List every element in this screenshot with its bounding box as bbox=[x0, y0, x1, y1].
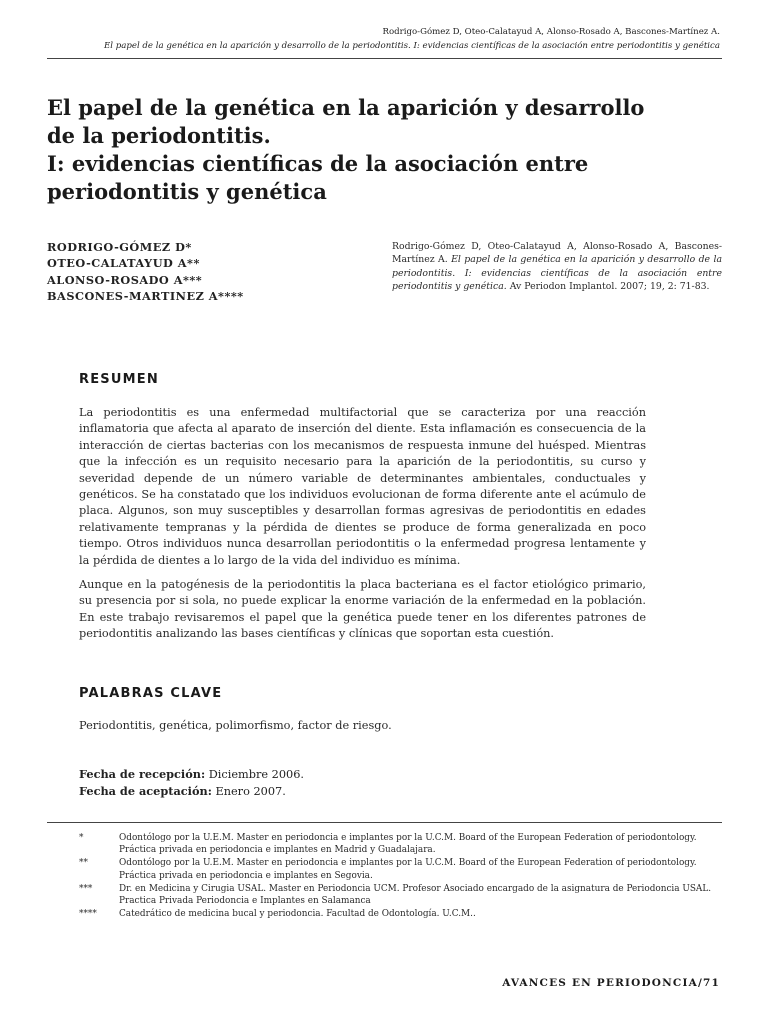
abstract-paragraph: La periodontitis es una enfermedad multifactorial que se caracteriza por una reacción inflamatoria que afecta al aparato de inserción del diente. Esta inflamación es consecuencia de la interacción de ciertas bacterias con los mecanismos de respuesta inmune del huésped. Mientras que la infección es un requisito necesario para la aparición de la periodontitis, su curso y severidad depende de un número variable de determinantes ambientales, conductuales y genéticos. Se ha constatado que los individuos evolucionan de forma diferente ante el acúmulo de placa. Algunos, son muy susceptibles y desarrollan formas agresivas de periodontitis en edades relativamente tempranas y la pérdida de dientes se produce de forma generalizada en poco tiempo. Otros individuos nunca desarrollan periodontitis o la enfermedad progresa lentamente y la pérdida de dientes a lo largo de la vida del individuo es mínima. bbox=[79, 406, 646, 567]
header-divider bbox=[47, 58, 722, 59]
running-header-authors: Rodrigo-Gómez D, Oteo-Calatayud A, Alonso-Rosado A, Bascones-Martínez A. bbox=[382, 27, 720, 37]
author-name: OTEO-CALATAYUD A** bbox=[47, 256, 200, 271]
footnote-text: Odontólogo por la U.E.M. Master en periodoncia e implantes por la U.C.M. Board of the European Federation of periodontology. Práctica privada en periodoncia e implantes en Madrid y Guadalajara. bbox=[119, 833, 697, 856]
author-name: RODRIGO-GÓMEZ D* bbox=[47, 240, 192, 254]
citation-authors: Rodrigo-Gómez D, Oteo-Calatayud A, Alonso-Rosado A, Bascones-Martínez A. bbox=[392, 241, 722, 266]
footnote-divider bbox=[47, 822, 722, 823]
footnote-item bbox=[79, 883, 729, 907]
footnote-item bbox=[79, 832, 729, 856]
footnote-mark: **** bbox=[79, 909, 97, 920]
footnote-mark: *** bbox=[79, 883, 93, 894]
title-line: de la periodontitis. bbox=[47, 123, 271, 148]
citation-block bbox=[392, 240, 722, 293]
accepted-label: Fecha de aceptación: bbox=[79, 784, 212, 799]
abstract-heading: RESUMEN bbox=[79, 372, 159, 387]
received-value: Diciembre 2006. bbox=[208, 768, 305, 781]
received-label: Fecha de recepción: bbox=[79, 767, 206, 781]
keywords-text: Periodontitis, genética, polimorfismo, factor de riesgo. bbox=[79, 719, 392, 732]
abstract-paragraph: Aunque en la patogénesis de la periodontitis la placa bacteriana es el factor etiológico primario, su presencia por si sola, no puede explicar la enorme variación de la enfermedad en la población. En este trabajo revisaremos el papel que la genética puede tener en los diferentes patrones de periodontitis analizando las bases científicas y clínicas que soportan esta cuestión. bbox=[79, 578, 646, 641]
accepted-value: Enero 2007. bbox=[215, 785, 286, 799]
page-footer: AVANCES EN PERIODONCIA/71 bbox=[502, 977, 720, 989]
citation-source: Av Periodon Implantol. 2007; 19, 2: 71-83. bbox=[509, 280, 710, 292]
footnote-item bbox=[79, 908, 729, 920]
footnote-text: Catedrático de medicina bucal y periodoncia. Facultad de Odontología. U.C.M.. bbox=[119, 909, 476, 920]
title-line: El papel de la genética en la aparición y desarrollo bbox=[47, 95, 645, 120]
article-title bbox=[47, 94, 727, 206]
title-line: periodontitis y genética bbox=[47, 179, 327, 204]
footnote-item bbox=[79, 857, 729, 881]
accepted-date bbox=[79, 783, 304, 800]
footnote-mark: * bbox=[79, 833, 84, 843]
dates-block bbox=[79, 766, 304, 801]
footnote-text: Dr. en Medicina y Cirugia USAL. Master en Periodoncia UCM. Profesor Asociado encargado de la asignatura de Periodoncia USAL. Practica Privada Periodoncia e Implantes en Salamanca bbox=[119, 883, 712, 907]
footnotes bbox=[79, 832, 729, 921]
author-list bbox=[47, 239, 244, 304]
received-date bbox=[79, 766, 304, 783]
author-name: BASCONES-MARTINEZ A**** bbox=[47, 288, 244, 303]
running-header-title: El papel de la genética en la aparición y desarrollo de la periodontitis. I: evidencias científicas de la asociación entre periodontitis y genética bbox=[103, 41, 720, 51]
footnote-mark: ** bbox=[79, 858, 88, 869]
footnote-text: Odontólogo por la U.E.M. Master en periodoncia e implantes por la U.C.M. Board of the European Federation of periodontology. Práctica privada en periodoncia e implantes en Segovia. bbox=[119, 858, 697, 881]
citation-title: El papel de la genética en la aparición y desarrollo de la periodontitis. I: evidencias científicas de la asociación entre periodontitis y genética. bbox=[392, 254, 722, 292]
title-line: I: evidencias científicas de la asociación entre bbox=[47, 151, 589, 176]
keywords-heading: PALABRAS CLAVE bbox=[79, 686, 223, 701]
author-name: ALONSO-ROSADO A*** bbox=[47, 272, 203, 287]
